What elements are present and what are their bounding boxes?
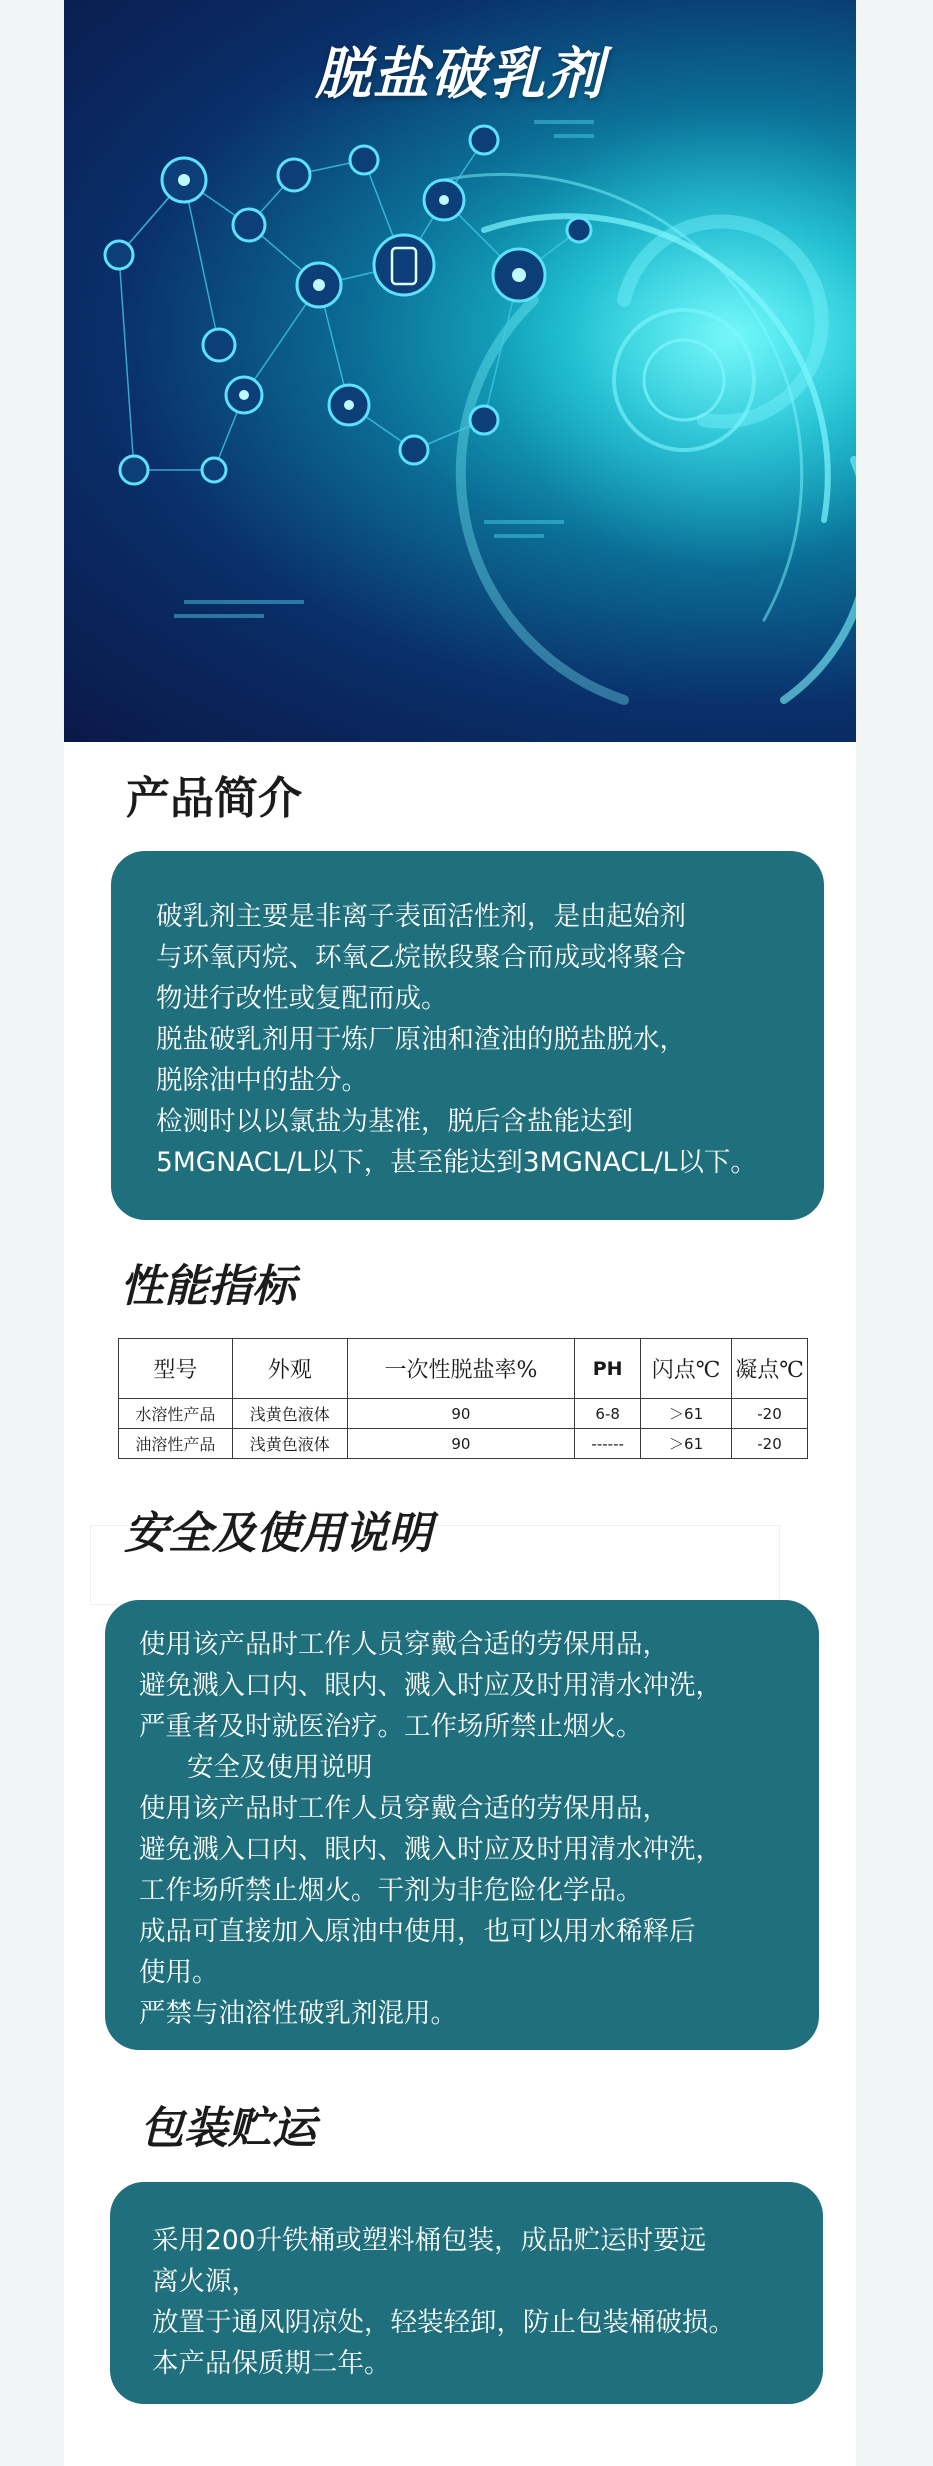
header-ph: PH xyxy=(575,1339,641,1399)
intro-line: 脱除油中的盐分。 xyxy=(156,1065,368,1096)
intro-line: 与环氧丙烷、环氧乙烷嵌段聚合而成或将聚合 xyxy=(156,942,686,973)
table-header-row xyxy=(119,1339,808,1399)
cell-model: 油溶性产品 xyxy=(119,1429,233,1459)
header-flash-point: 闪点℃ xyxy=(641,1339,732,1399)
safety-line: 严重者及时就医治疗。工作场所禁止烟火。 xyxy=(139,1711,643,1742)
safety-line: 避免溅入口内、眼内、溅入时应及时用清水冲洗， xyxy=(139,1670,722,1701)
header-appearance: 外观 xyxy=(232,1339,347,1399)
header-pour-point: 凝点℃ xyxy=(732,1339,808,1399)
hero-banner xyxy=(64,0,856,742)
cell-pour-point: -20 xyxy=(732,1429,808,1459)
packaging-line: 本产品保质期二年。 xyxy=(152,2348,391,2379)
cell-flash-point: ＞61 xyxy=(641,1429,732,1459)
table-row xyxy=(119,1399,808,1429)
cell-ph: ------ xyxy=(575,1429,641,1459)
cell-desalting-rate: 90 xyxy=(347,1429,575,1459)
packaging-section-title: 包装贮运 xyxy=(140,2103,316,2154)
safety-line: 使用。 xyxy=(139,1957,219,1988)
packaging-line: 采用200升铁桶或塑料桶包装，成品贮运时要远 xyxy=(152,2225,707,2256)
safety-section-title: 安全及使用说明 xyxy=(124,1508,432,1559)
product-page xyxy=(64,0,856,2466)
intro-line: 5MGNACL/L以下，甚至能达到3MGNACL/L以下。 xyxy=(156,1147,757,1178)
packaging-line: 放置于通风阴凉处，轻装轻卸，防止包装桶破损。 xyxy=(152,2307,735,2338)
intro-line: 脱盐破乳剂用于炼厂原油和渣油的脱盐脱水， xyxy=(156,1024,686,1055)
cell-ph: 6-8 xyxy=(575,1399,641,1429)
packaging-panel xyxy=(110,2182,823,2404)
cell-appearance: 浅黄色液体 xyxy=(232,1399,347,1429)
cell-appearance: 浅黄色液体 xyxy=(232,1429,347,1459)
safety-line: 工作场所禁止烟火。干剂为非危险化学品。 xyxy=(139,1875,643,1906)
safety-line: 使用该产品时工作人员穿戴合适的劳保用品， xyxy=(139,1793,669,1824)
packaging-line: 离火源， xyxy=(152,2266,258,2297)
cell-desalting-rate: 90 xyxy=(347,1399,575,1429)
intro-section-title: 产品简介 xyxy=(126,773,302,824)
hero-title: 脱盐破乳剂 xyxy=(315,42,605,107)
intro-line: 物进行改性或复配而成。 xyxy=(156,983,448,1014)
safety-line: 严禁与油溶性破乳剂混用。 xyxy=(139,1998,457,2029)
intro-panel xyxy=(111,851,824,1220)
header-desalting-rate: 一次性脱盐率% xyxy=(347,1339,575,1399)
safety-line: 使用该产品时工作人员穿戴合适的劳保用品， xyxy=(139,1629,669,1660)
cell-flash-point: ＞61 xyxy=(641,1399,732,1429)
cell-model: 水溶性产品 xyxy=(119,1399,233,1429)
table-row xyxy=(119,1429,808,1459)
safety-panel xyxy=(105,1600,819,2050)
tech-network-illustration xyxy=(64,0,856,742)
cell-pour-point: -20 xyxy=(732,1399,808,1429)
header-model: 型号 xyxy=(119,1339,233,1399)
specs-table xyxy=(118,1338,808,1459)
safety-subheading: 安全及使用说明 xyxy=(187,1752,373,1783)
intro-line: 检测时以以氯盐为基准，脱后含盐能达到 xyxy=(156,1106,633,1137)
safety-line: 避免溅入口内、眼内、溅入时应及时用清水冲洗， xyxy=(139,1834,722,1865)
intro-line: 破乳剂主要是非离子表面活性剂，是由起始剂 xyxy=(156,901,686,932)
safety-line: 成品可直接加入原油中使用，也可以用水稀释后 xyxy=(139,1916,696,1947)
specs-section-title: 性能指标 xyxy=(120,1261,296,1312)
